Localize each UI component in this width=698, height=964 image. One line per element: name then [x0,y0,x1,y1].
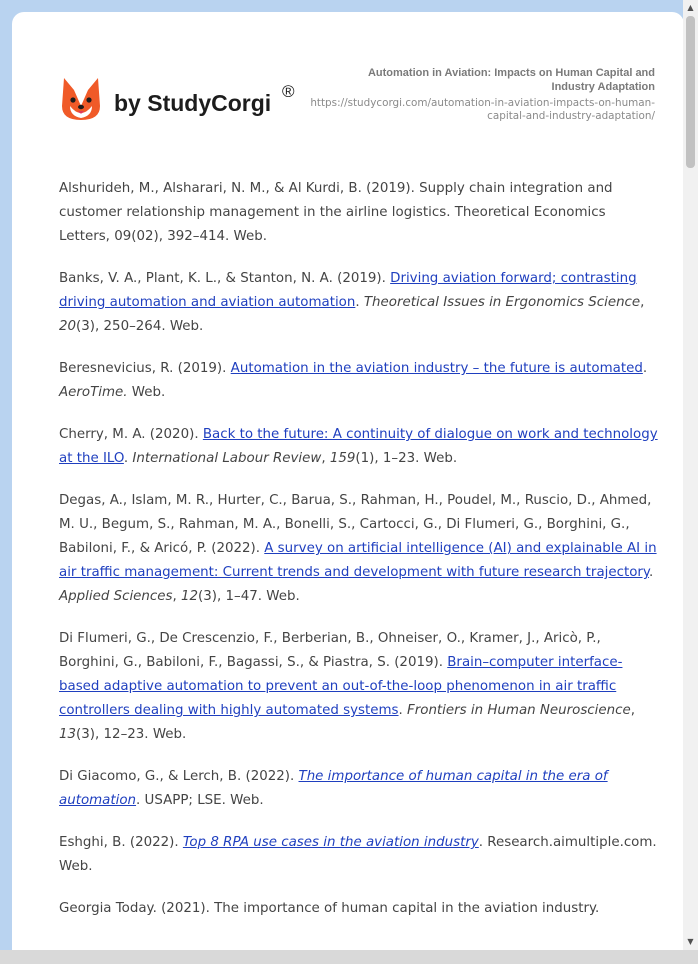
reference-text: Degas, A., Islam, M. R., Hurter, C., Barua, S., Rahman, H., Poudel, M., Ruscio, D., Ahmed, M. U., Begum, S., Rahman, M. A., Bonelli, S., Cartocci, G., Di Flumeri, G., Borghini, G., Babiloni, F., & Aricó, P. (2022). [59,493,652,556]
registered-mark: ® [282,82,295,101]
reference-entry [59,831,659,879]
reference-link[interactable]: Driving aviation forward; contrasting driving automation and aviation automation [59,271,637,310]
reference-link[interactable]: Automation in the aviation industry – the future is automated [230,361,643,376]
document-title: Automation in Aviation: Impacts on Human Capital and Industry Adaptation [367,67,655,93]
reference-tail: Web. [127,385,166,400]
reference-tail: . USAPP; LSE. Web. [136,793,264,808]
reference-text: Alshurideh, M., Alsharari, N. M., & Al Kurdi, B. (2019). Supply chain integration and customer relationship management in the airline logistics. Theoretical Economics Letters, 09(02), 392–414. Web. [59,181,613,244]
reference-volume: 20 [59,319,77,334]
scroll-thumb[interactable] [686,16,695,168]
reference-journal: Applied Sciences [59,589,173,604]
reference-entry [59,177,659,249]
reference-tail: (3), 1–47. Web. [198,589,300,604]
vertical-scrollbar[interactable] [683,0,698,950]
reference-entry [59,897,659,921]
reference-text: Beresnevicius, R. (2019). [59,361,231,376]
scroll-up-arrow[interactable]: ▲ [687,3,694,12]
scroll-down-arrow[interactable]: ▼ [687,937,694,946]
document-page [12,12,684,964]
document-meta [295,66,655,123]
reference-entry: Di Flumeri, G., De Crescenzio, F., Berberian, B., Ohneiser, O., Kramer, J., Aricò, P., Borghini, G., Babiloni, F., Bagassi, S., & Piastra, S. (2019). Brain–computer interface-based adaptive automation to prevent an out-of-the-loop phenomenon in air traffic controllers dealing with highly automated systems. Frontiers in Human Neuroscience, 13(3), 12–23. Web. [59,631,635,742]
reference-link[interactable]: A survey on artificial intelligence (AI) and explainable AI in air traffic management: Current trends and development with future research trajectory [59,541,657,580]
reference-journal: AeroTime. [59,385,128,400]
reference-entry [59,765,659,813]
studycorgi-logo[interactable] [60,76,320,124]
reference-entry: Beresnevicius, R. (2019). Automation in the aviation industry – the future is automated. AeroTime. Web. [59,361,648,400]
reference-link[interactable]: Top 8 RPA use cases in the aviation industry [182,835,479,850]
reference-tail: (3), 250–264. Web. [76,319,204,334]
reference-link[interactable]: Back to the future: A continuity of dialogue on work and technology at the ILO [59,427,658,466]
horizontal-scrollbar[interactable] [0,950,698,964]
reference-volume: 159 [329,451,356,466]
reference-text: Cherry, M. A. (2020). [59,427,203,442]
reference-list [59,177,659,939]
reference-text: Georgia Today. (2021). The importance of human capital in the aviation industry. [59,901,600,916]
reference-journal: Theoretical Issues in Ergonomics Science [363,295,641,310]
reference-tail: (1), 1–23. Web. [355,451,458,466]
page-header [12,12,684,142]
reference-link[interactable]: Brain–computer interface-based adaptive automation to prevent an out-of-the-loop phenomenon in air traffic controllers dealing with highly automated systems [59,655,623,718]
corgi-icon [60,76,102,122]
reference-text: Di Giacomo, G., & Lerch, B. (2022). [59,769,299,784]
reference-tail: . Research.aimultiple.com. Web. [59,835,657,874]
reference-journal: International Labour Review [132,451,322,466]
reference-volume: 13 [59,727,77,742]
reference-entry: Degas, A., Islam, M. R., Hurter, C., Barua, S., Rahman, H., Poudel, M., Ruscio, D., Ahmed, M. U., Begum, S., Rahman, M. A., Bonelli, S., Cartocci, G., Di Flumeri, G., Borghini, G., Babiloni, F., & Aricó, P. (2022). A survey on artificial intelligence (AI) and explainable AI in air traffic management: Current trends and development with future research trajectory. Applied Sciences, 12(3), 1–47. Web. [59,493,657,604]
reference-journal: Frontiers in Human Neuroscience [407,703,631,718]
reference-text: Di Flumeri, G., De Crescenzio, F., Berberian, B., Ohneiser, O., Kramer, J., Aricò, P., Borghini, G., Babiloni, F., Bagassi, S., & Piastra, S. (2019). [59,631,601,670]
reference-entry: Banks, V. A., Plant, K. L., & Stanton, N. A. (2019). Driving aviation forward; contrasting driving automation and aviation automation. Theoretical Issues in Ergonomics Science, 20(3), 250–264. Web. [59,271,645,334]
reference-volume: 12 [181,589,199,604]
reference-text: Banks, V. A., Plant, K. L., & Stanton, N. A. (2019). [59,271,391,286]
document-url[interactable]: https://studycorgi.com/automation-in-aviation-impacts-on-human-capital-and-industry-adaptation/ [310,97,655,122]
reference-link[interactable]: The importance of human capital in the era of automation [59,769,608,808]
reference-entry: Cherry, M. A. (2020). Back to the future: A continuity of dialogue on work and technology at the ILO. International Labour Review, 159(1), 1–23. Web. [59,427,658,466]
reference-text: Eshghi, B. (2022). [59,835,183,850]
reference-tail: (3), 12–23. Web. [76,727,187,742]
brand-name: by StudyCorgi [114,90,272,116]
